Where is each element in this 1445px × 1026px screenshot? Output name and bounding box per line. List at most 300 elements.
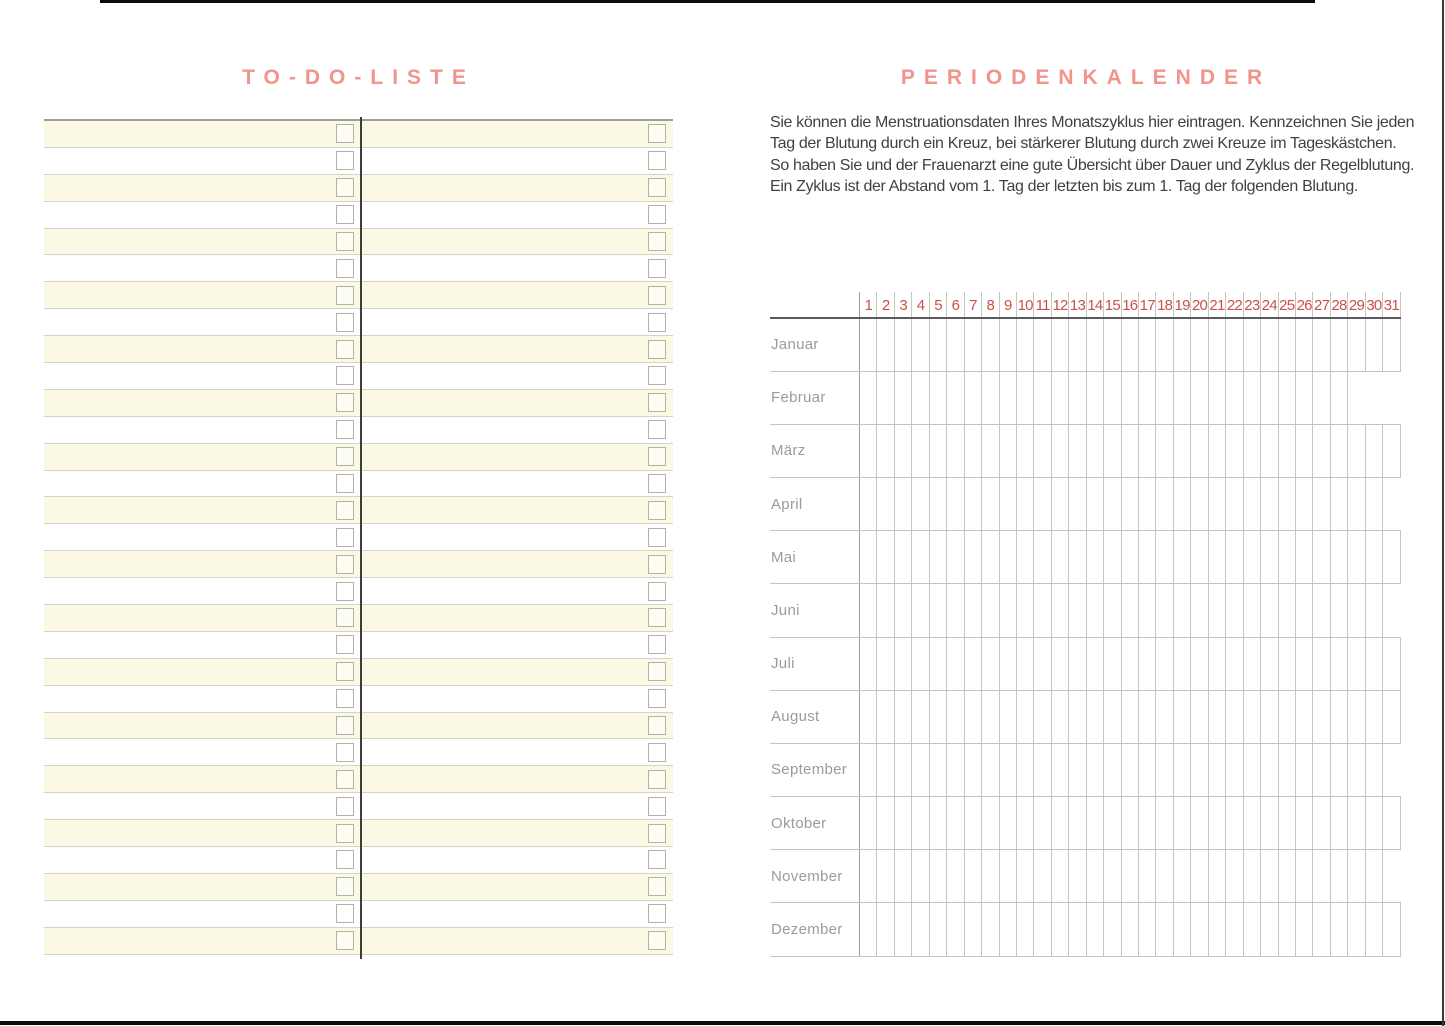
day-cell[interactable] bbox=[1173, 531, 1190, 583]
day-cell[interactable] bbox=[894, 638, 911, 690]
day-cell[interactable] bbox=[1208, 903, 1225, 955]
day-cell[interactable] bbox=[1330, 319, 1347, 371]
day-cell[interactable] bbox=[1225, 850, 1242, 902]
day-cell[interactable] bbox=[1068, 744, 1085, 796]
todo-entry-field[interactable] bbox=[44, 121, 361, 147]
todo-entry-field[interactable] bbox=[361, 605, 673, 631]
todo-entry-field[interactable] bbox=[361, 551, 673, 577]
todo-entry-field[interactable] bbox=[44, 820, 361, 846]
day-cell[interactable] bbox=[1225, 531, 1242, 583]
day-cell[interactable] bbox=[981, 638, 998, 690]
todo-checkbox[interactable] bbox=[648, 178, 666, 197]
day-cell[interactable] bbox=[929, 531, 946, 583]
day-cell[interactable] bbox=[1068, 797, 1085, 849]
day-cell[interactable] bbox=[1330, 797, 1347, 849]
day-cell[interactable] bbox=[1086, 691, 1103, 743]
day-cell[interactable] bbox=[1033, 797, 1050, 849]
day-cell[interactable] bbox=[1243, 372, 1260, 424]
todo-checkbox[interactable] bbox=[336, 716, 354, 735]
day-cell[interactable] bbox=[1260, 372, 1277, 424]
todo-entry-field[interactable] bbox=[361, 121, 673, 147]
todo-checkbox[interactable] bbox=[336, 205, 354, 224]
day-cell[interactable] bbox=[1330, 638, 1347, 690]
day-cell[interactable] bbox=[1190, 797, 1207, 849]
day-cell[interactable] bbox=[1330, 903, 1347, 955]
day-cell[interactable] bbox=[1033, 478, 1050, 530]
todo-entry-field[interactable] bbox=[44, 793, 361, 819]
day-cell[interactable] bbox=[911, 638, 928, 690]
day-cell[interactable] bbox=[1190, 691, 1207, 743]
day-cell[interactable] bbox=[964, 850, 981, 902]
todo-entry-field[interactable] bbox=[44, 713, 361, 739]
day-cell[interactable] bbox=[1347, 744, 1364, 796]
day-cell[interactable] bbox=[1086, 372, 1103, 424]
todo-entry-field[interactable] bbox=[44, 739, 361, 765]
day-cell[interactable] bbox=[1243, 425, 1260, 477]
day-cell[interactable] bbox=[1260, 797, 1277, 849]
day-cell[interactable] bbox=[1121, 425, 1138, 477]
day-cell[interactable] bbox=[1121, 531, 1138, 583]
day-cell[interactable] bbox=[1347, 850, 1364, 902]
day-cell[interactable] bbox=[911, 797, 928, 849]
day-cell[interactable] bbox=[981, 744, 998, 796]
day-cell[interactable] bbox=[999, 425, 1016, 477]
day-cell[interactable] bbox=[1312, 584, 1329, 636]
todo-entry-field[interactable] bbox=[361, 524, 673, 550]
todo-entry-field[interactable] bbox=[44, 255, 361, 281]
day-cell[interactable] bbox=[1051, 903, 1068, 955]
day-cell[interactable] bbox=[1365, 478, 1382, 530]
day-cell[interactable] bbox=[1068, 584, 1085, 636]
day-cell[interactable] bbox=[1138, 850, 1155, 902]
day-cell[interactable] bbox=[894, 478, 911, 530]
day-cell[interactable] bbox=[1155, 531, 1172, 583]
day-cell[interactable] bbox=[1121, 691, 1138, 743]
day-cell[interactable] bbox=[1225, 425, 1242, 477]
day-cell[interactable] bbox=[1033, 903, 1050, 955]
todo-checkbox[interactable] bbox=[336, 743, 354, 762]
day-cell[interactable] bbox=[876, 744, 893, 796]
day-cell[interactable] bbox=[1016, 691, 1033, 743]
day-cell[interactable] bbox=[1365, 903, 1382, 955]
day-cell[interactable] bbox=[1016, 372, 1033, 424]
day-cell[interactable] bbox=[964, 372, 981, 424]
day-cell[interactable] bbox=[1278, 372, 1295, 424]
todo-checkbox[interactable] bbox=[648, 313, 666, 332]
day-cell[interactable] bbox=[929, 478, 946, 530]
day-cell[interactable] bbox=[1208, 319, 1225, 371]
day-cell[interactable] bbox=[964, 531, 981, 583]
todo-entry-field[interactable] bbox=[44, 417, 361, 443]
day-cell[interactable] bbox=[1347, 531, 1364, 583]
day-cell[interactable] bbox=[1243, 744, 1260, 796]
day-cell[interactable] bbox=[964, 319, 981, 371]
day-cell[interactable] bbox=[1173, 584, 1190, 636]
day-cell[interactable] bbox=[1086, 531, 1103, 583]
day-cell[interactable] bbox=[1347, 319, 1364, 371]
day-cell[interactable] bbox=[1312, 372, 1329, 424]
day-cell[interactable] bbox=[981, 584, 998, 636]
day-cell[interactable] bbox=[999, 478, 1016, 530]
day-cell[interactable] bbox=[929, 319, 946, 371]
day-cell[interactable] bbox=[946, 797, 963, 849]
day-cell[interactable] bbox=[1208, 531, 1225, 583]
day-cell[interactable] bbox=[1190, 372, 1207, 424]
day-cell[interactable] bbox=[1068, 319, 1085, 371]
day-cell[interactable] bbox=[1260, 584, 1277, 636]
day-cell[interactable] bbox=[1121, 478, 1138, 530]
day-cell[interactable] bbox=[1068, 531, 1085, 583]
day-cell[interactable] bbox=[1312, 478, 1329, 530]
day-cell[interactable] bbox=[1295, 744, 1312, 796]
day-cell[interactable] bbox=[1278, 850, 1295, 902]
day-cell[interactable] bbox=[1347, 691, 1364, 743]
day-cell[interactable] bbox=[1243, 797, 1260, 849]
todo-checkbox[interactable] bbox=[648, 850, 666, 869]
todo-entry-field[interactable] bbox=[361, 686, 673, 712]
day-cell[interactable] bbox=[1225, 744, 1242, 796]
day-cell[interactable] bbox=[946, 372, 963, 424]
todo-checkbox[interactable] bbox=[648, 608, 666, 627]
todo-checkbox[interactable] bbox=[336, 124, 354, 143]
todo-checkbox[interactable] bbox=[648, 662, 666, 681]
todo-checkbox[interactable] bbox=[336, 877, 354, 896]
day-cell[interactable] bbox=[981, 372, 998, 424]
day-cell[interactable] bbox=[946, 531, 963, 583]
todo-entry-field[interactable] bbox=[361, 471, 673, 497]
day-cell[interactable] bbox=[999, 638, 1016, 690]
day-cell[interactable] bbox=[1365, 531, 1382, 583]
day-cell[interactable] bbox=[1365, 797, 1382, 849]
day-cell[interactable] bbox=[1051, 478, 1068, 530]
day-cell[interactable] bbox=[1365, 638, 1382, 690]
day-cell[interactable] bbox=[1051, 319, 1068, 371]
day-cell[interactable] bbox=[1033, 638, 1050, 690]
day-cell[interactable] bbox=[1243, 903, 1260, 955]
day-cell[interactable] bbox=[1086, 584, 1103, 636]
todo-checkbox[interactable] bbox=[336, 850, 354, 869]
day-cell[interactable] bbox=[1138, 638, 1155, 690]
day-cell[interactable] bbox=[1295, 478, 1312, 530]
day-cell[interactable] bbox=[999, 850, 1016, 902]
todo-entry-field[interactable] bbox=[361, 632, 673, 658]
todo-checkbox[interactable] bbox=[648, 770, 666, 789]
day-cell[interactable] bbox=[876, 584, 893, 636]
todo-entry-field[interactable] bbox=[44, 551, 361, 577]
todo-checkbox[interactable] bbox=[336, 313, 354, 332]
day-cell[interactable] bbox=[859, 319, 876, 371]
day-cell[interactable] bbox=[1121, 584, 1138, 636]
day-cell[interactable] bbox=[946, 638, 963, 690]
day-cell[interactable] bbox=[1051, 584, 1068, 636]
day-cell[interactable] bbox=[999, 797, 1016, 849]
todo-checkbox[interactable] bbox=[336, 824, 354, 843]
day-cell[interactable] bbox=[1173, 425, 1190, 477]
todo-checkbox[interactable] bbox=[336, 447, 354, 466]
day-cell[interactable] bbox=[1278, 638, 1295, 690]
day-cell[interactable] bbox=[1086, 638, 1103, 690]
day-cell[interactable] bbox=[1016, 425, 1033, 477]
day-cell[interactable] bbox=[1138, 531, 1155, 583]
day-cell[interactable] bbox=[1155, 425, 1172, 477]
day-cell[interactable] bbox=[1033, 319, 1050, 371]
day-cell[interactable] bbox=[1243, 638, 1260, 690]
day-cell[interactable] bbox=[1155, 850, 1172, 902]
day-cell[interactable] bbox=[1155, 584, 1172, 636]
todo-entry-field[interactable] bbox=[361, 148, 673, 174]
day-cell[interactable] bbox=[1190, 531, 1207, 583]
day-cell[interactable] bbox=[859, 691, 876, 743]
day-cell[interactable] bbox=[1278, 478, 1295, 530]
day-cell[interactable] bbox=[911, 531, 928, 583]
day-cell[interactable] bbox=[1190, 638, 1207, 690]
day-cell[interactable] bbox=[876, 903, 893, 955]
todo-checkbox[interactable] bbox=[336, 904, 354, 923]
todo-entry-field[interactable] bbox=[361, 659, 673, 685]
day-cell[interactable] bbox=[1260, 691, 1277, 743]
day-cell[interactable] bbox=[1068, 691, 1085, 743]
day-cell[interactable] bbox=[999, 903, 1016, 955]
day-cell[interactable] bbox=[1103, 584, 1120, 636]
day-cell[interactable] bbox=[1155, 903, 1172, 955]
todo-checkbox[interactable] bbox=[336, 770, 354, 789]
day-cell[interactable] bbox=[894, 744, 911, 796]
day-cell[interactable] bbox=[911, 319, 928, 371]
day-cell[interactable] bbox=[876, 425, 893, 477]
day-cell[interactable] bbox=[964, 478, 981, 530]
day-cell[interactable] bbox=[1016, 478, 1033, 530]
todo-entry-field[interactable] bbox=[361, 578, 673, 604]
day-cell[interactable] bbox=[1312, 319, 1329, 371]
day-cell[interactable] bbox=[946, 319, 963, 371]
todo-checkbox[interactable] bbox=[336, 662, 354, 681]
todo-checkbox[interactable] bbox=[336, 420, 354, 439]
todo-checkbox[interactable] bbox=[336, 608, 354, 627]
day-cell[interactable] bbox=[1312, 797, 1329, 849]
day-cell[interactable] bbox=[1121, 797, 1138, 849]
day-cell[interactable] bbox=[1260, 478, 1277, 530]
todo-entry-field[interactable] bbox=[44, 901, 361, 927]
day-cell[interactable] bbox=[1016, 319, 1033, 371]
day-cell[interactable] bbox=[981, 691, 998, 743]
todo-checkbox[interactable] bbox=[336, 232, 354, 251]
day-cell[interactable] bbox=[999, 691, 1016, 743]
day-cell[interactable] bbox=[1330, 744, 1347, 796]
day-cell[interactable] bbox=[1155, 744, 1172, 796]
day-cell[interactable] bbox=[1190, 319, 1207, 371]
day-cell[interactable] bbox=[1086, 903, 1103, 955]
day-cell[interactable] bbox=[1208, 425, 1225, 477]
day-cell[interactable] bbox=[1051, 850, 1068, 902]
day-cell[interactable] bbox=[1278, 531, 1295, 583]
day-cell[interactable] bbox=[1208, 638, 1225, 690]
day-cell[interactable] bbox=[1086, 319, 1103, 371]
day-cell[interactable] bbox=[1330, 478, 1347, 530]
day-cell[interactable] bbox=[1190, 744, 1207, 796]
day-cell[interactable] bbox=[1016, 584, 1033, 636]
day-cell[interactable] bbox=[1173, 744, 1190, 796]
todo-entry-field[interactable] bbox=[361, 713, 673, 739]
todo-entry-field[interactable] bbox=[44, 497, 361, 523]
day-cell[interactable] bbox=[1295, 584, 1312, 636]
day-cell[interactable] bbox=[894, 903, 911, 955]
todo-entry-field[interactable] bbox=[361, 766, 673, 792]
day-cell[interactable] bbox=[1103, 797, 1120, 849]
day-cell[interactable] bbox=[1295, 638, 1312, 690]
day-cell[interactable] bbox=[1225, 691, 1242, 743]
todo-checkbox[interactable] bbox=[336, 501, 354, 520]
day-cell[interactable] bbox=[1068, 850, 1085, 902]
day-cell[interactable] bbox=[1382, 531, 1399, 583]
day-cell[interactable] bbox=[894, 319, 911, 371]
day-cell[interactable] bbox=[981, 850, 998, 902]
day-cell[interactable] bbox=[964, 903, 981, 955]
todo-checkbox[interactable] bbox=[648, 205, 666, 224]
day-cell[interactable] bbox=[859, 531, 876, 583]
day-cell[interactable] bbox=[1295, 850, 1312, 902]
todo-entry-field[interactable] bbox=[44, 686, 361, 712]
day-cell[interactable] bbox=[911, 903, 928, 955]
todo-checkbox[interactable] bbox=[648, 582, 666, 601]
day-cell[interactable] bbox=[964, 425, 981, 477]
day-cell[interactable] bbox=[946, 903, 963, 955]
day-cell[interactable] bbox=[1278, 744, 1295, 796]
day-cell[interactable] bbox=[1086, 850, 1103, 902]
todo-checkbox[interactable] bbox=[336, 393, 354, 412]
day-cell[interactable] bbox=[1365, 584, 1382, 636]
day-cell[interactable] bbox=[1016, 744, 1033, 796]
day-cell[interactable] bbox=[1382, 319, 1399, 371]
day-cell[interactable] bbox=[1312, 850, 1329, 902]
day-cell[interactable] bbox=[1155, 638, 1172, 690]
day-cell[interactable] bbox=[1365, 744, 1382, 796]
day-cell[interactable] bbox=[929, 691, 946, 743]
day-cell[interactable] bbox=[1330, 531, 1347, 583]
day-cell[interactable] bbox=[894, 797, 911, 849]
todo-checkbox[interactable] bbox=[648, 824, 666, 843]
day-cell[interactable] bbox=[1138, 478, 1155, 530]
todo-entry-field[interactable] bbox=[44, 309, 361, 335]
day-cell[interactable] bbox=[894, 425, 911, 477]
day-cell[interactable] bbox=[1330, 850, 1347, 902]
day-cell[interactable] bbox=[946, 425, 963, 477]
day-cell[interactable] bbox=[929, 744, 946, 796]
day-cell[interactable] bbox=[1260, 850, 1277, 902]
todo-entry-field[interactable] bbox=[44, 202, 361, 228]
day-cell[interactable] bbox=[1365, 691, 1382, 743]
day-cell[interactable] bbox=[1173, 850, 1190, 902]
day-cell[interactable] bbox=[876, 691, 893, 743]
todo-entry-field[interactable] bbox=[44, 605, 361, 631]
todo-checkbox[interactable] bbox=[336, 259, 354, 278]
day-cell[interactable] bbox=[1103, 372, 1120, 424]
day-cell[interactable] bbox=[1068, 425, 1085, 477]
day-cell[interactable] bbox=[1086, 425, 1103, 477]
todo-entry-field[interactable] bbox=[361, 309, 673, 335]
day-cell[interactable] bbox=[1103, 691, 1120, 743]
day-cell[interactable] bbox=[1103, 531, 1120, 583]
day-cell[interactable] bbox=[1208, 478, 1225, 530]
todo-checkbox[interactable] bbox=[648, 877, 666, 896]
day-cell[interactable] bbox=[1330, 425, 1347, 477]
todo-checkbox[interactable] bbox=[648, 474, 666, 493]
day-cell[interactable] bbox=[1086, 478, 1103, 530]
todo-entry-field[interactable] bbox=[44, 659, 361, 685]
day-cell[interactable] bbox=[999, 372, 1016, 424]
day-cell[interactable] bbox=[859, 372, 876, 424]
todo-entry-field[interactable] bbox=[361, 497, 673, 523]
todo-entry-field[interactable] bbox=[44, 363, 361, 389]
todo-entry-field[interactable] bbox=[44, 847, 361, 873]
day-cell[interactable] bbox=[859, 744, 876, 796]
day-cell[interactable] bbox=[1051, 638, 1068, 690]
day-cell[interactable] bbox=[1121, 319, 1138, 371]
day-cell[interactable] bbox=[1225, 584, 1242, 636]
day-cell[interactable] bbox=[1121, 744, 1138, 796]
todo-checkbox[interactable] bbox=[648, 124, 666, 143]
day-cell[interactable] bbox=[1312, 638, 1329, 690]
day-cell[interactable] bbox=[1103, 850, 1120, 902]
todo-entry-field[interactable] bbox=[361, 793, 673, 819]
todo-checkbox[interactable] bbox=[648, 259, 666, 278]
day-cell[interactable] bbox=[894, 584, 911, 636]
day-cell[interactable] bbox=[929, 372, 946, 424]
todo-checkbox[interactable] bbox=[336, 797, 354, 816]
day-cell[interactable] bbox=[1138, 372, 1155, 424]
day-cell[interactable] bbox=[946, 850, 963, 902]
day-cell[interactable] bbox=[1068, 638, 1085, 690]
todo-checkbox[interactable] bbox=[648, 931, 666, 950]
todo-entry-field[interactable] bbox=[361, 202, 673, 228]
day-cell[interactable] bbox=[1365, 319, 1382, 371]
day-cell[interactable] bbox=[1260, 903, 1277, 955]
day-cell[interactable] bbox=[1382, 691, 1399, 743]
day-cell[interactable] bbox=[859, 797, 876, 849]
day-cell[interactable] bbox=[1243, 319, 1260, 371]
day-cell[interactable] bbox=[894, 850, 911, 902]
todo-checkbox[interactable] bbox=[648, 151, 666, 170]
todo-entry-field[interactable] bbox=[44, 928, 361, 954]
day-cell[interactable] bbox=[946, 584, 963, 636]
day-cell[interactable] bbox=[1051, 691, 1068, 743]
day-cell[interactable] bbox=[1068, 903, 1085, 955]
day-cell[interactable] bbox=[1260, 425, 1277, 477]
day-cell[interactable] bbox=[1103, 478, 1120, 530]
day-cell[interactable] bbox=[929, 850, 946, 902]
todo-entry-field[interactable] bbox=[361, 874, 673, 900]
day-cell[interactable] bbox=[964, 797, 981, 849]
todo-entry-field[interactable] bbox=[361, 417, 673, 443]
day-cell[interactable] bbox=[1278, 903, 1295, 955]
day-cell[interactable] bbox=[1016, 797, 1033, 849]
day-cell[interactable] bbox=[1190, 425, 1207, 477]
day-cell[interactable] bbox=[999, 584, 1016, 636]
day-cell[interactable] bbox=[1295, 691, 1312, 743]
day-cell[interactable] bbox=[1051, 425, 1068, 477]
day-cell[interactable] bbox=[1295, 903, 1312, 955]
todo-checkbox[interactable] bbox=[648, 447, 666, 466]
day-cell[interactable] bbox=[1138, 744, 1155, 796]
todo-checkbox[interactable] bbox=[336, 286, 354, 305]
day-cell[interactable] bbox=[859, 478, 876, 530]
day-cell[interactable] bbox=[1260, 638, 1277, 690]
day-cell[interactable] bbox=[1208, 744, 1225, 796]
todo-entry-field[interactable] bbox=[361, 175, 673, 201]
day-cell[interactable] bbox=[929, 638, 946, 690]
todo-entry-field[interactable] bbox=[361, 739, 673, 765]
day-cell[interactable] bbox=[1243, 691, 1260, 743]
day-cell[interactable] bbox=[1033, 372, 1050, 424]
